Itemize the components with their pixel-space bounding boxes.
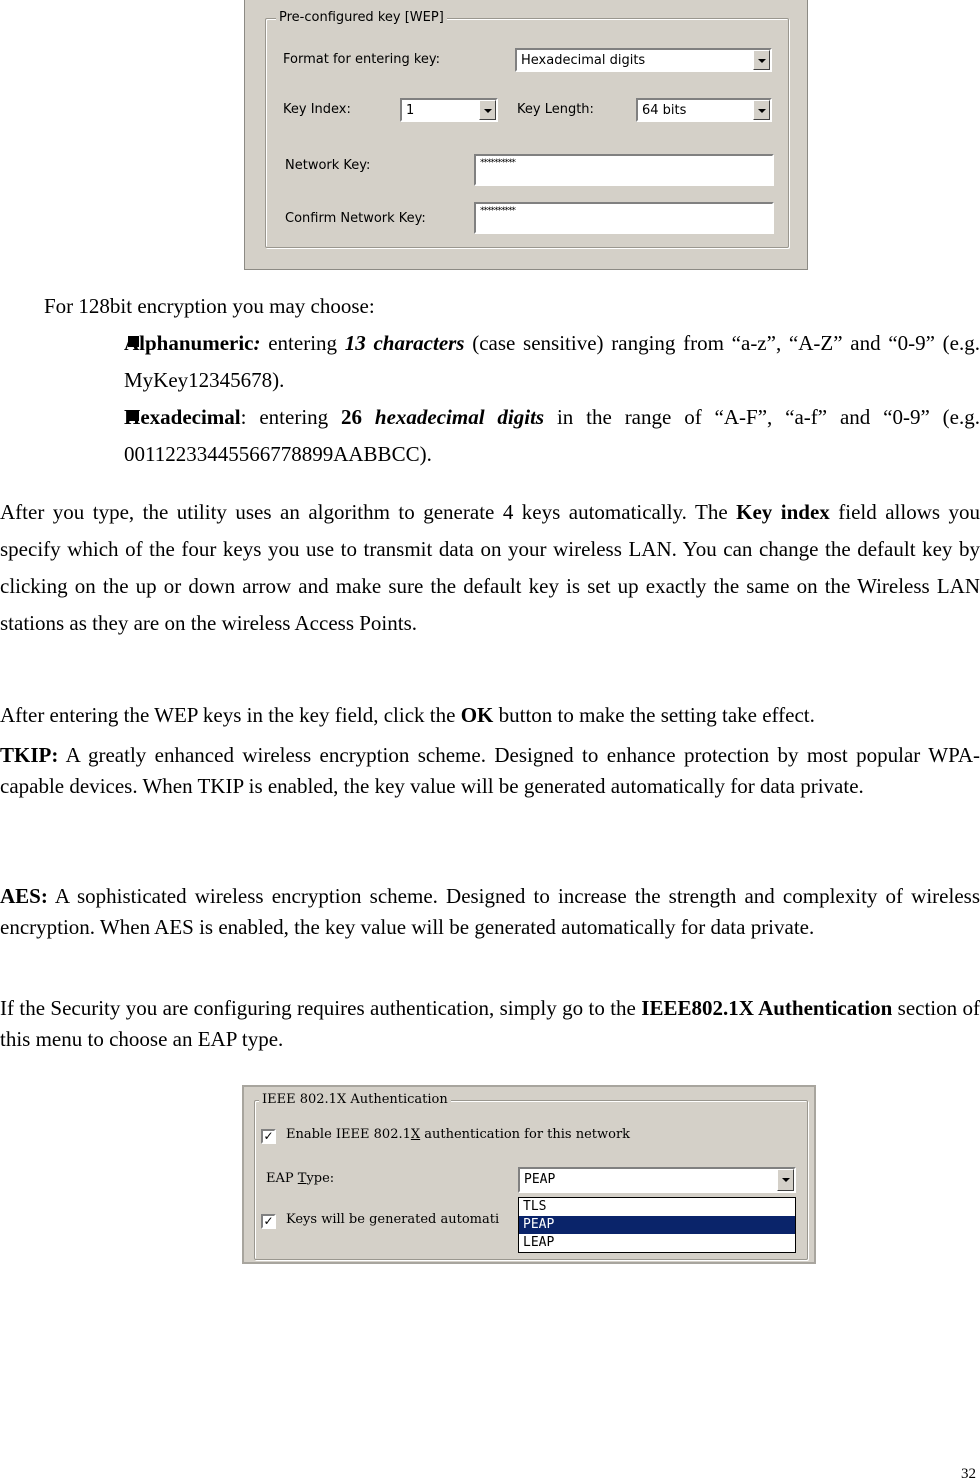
hexadecimal-text-a: : entering (240, 405, 342, 429)
confirm-key-label: Confirm Network Key: (285, 211, 426, 226)
intro-text: For 128bit encryption you may choose: (44, 294, 375, 318)
enable-label-a: Enable IEEE 802.1 (286, 1127, 411, 1142)
bullet-hexadecimal (124, 399, 980, 473)
authentication-paragraph (0, 993, 980, 1055)
hexadecimal-text-b: in the range of “A-F”, “a-f” and “0-9” (e.g. 00112233445566778899AABBCC). (124, 405, 980, 466)
ok-paragraph (0, 697, 980, 734)
eap-label-t: T (297, 1171, 307, 1186)
hexadecimal-number: 26 (341, 405, 363, 429)
keys-auto-label[interactable]: Keys will be generated automati (286, 1212, 500, 1227)
bullet-alphanumeric (124, 325, 980, 399)
tkip-paragraph (0, 740, 980, 802)
alphanumeric-text-a: entering (260, 331, 345, 355)
tkip-text: A greatly enhanced wireless encryption scheme. Designed to enhance protection by most popular WPA-capable devices. When TKIP is enabled, the key value will be generated automatically for data private. (0, 743, 980, 798)
p2-text-a: After entering the WEP keys in the key field, click the (0, 703, 461, 727)
format-select[interactable] (515, 48, 772, 72)
key-index-term: Key index (736, 500, 830, 524)
confirm-key-value: ********** (480, 206, 515, 216)
eap-type-label (266, 1171, 334, 1186)
chevron-down-icon[interactable] (753, 50, 770, 70)
eap-option-tls[interactable]: TLS (523, 1199, 547, 1214)
keys-auto-checkbox[interactable]: ✓ (261, 1214, 276, 1229)
chevron-down-icon[interactable] (777, 1169, 794, 1191)
tkip-term: TKIP: (0, 743, 59, 767)
p3-text-a: If the Security you are configuring requires authentication, simply go to the (0, 996, 642, 1020)
format-select-value: Hexadecimal digits (521, 53, 646, 68)
enable-label-b: authentication for this network (420, 1127, 631, 1142)
wep-groupbox-legend: Pre-configured key [WEP] (276, 10, 447, 25)
page-number: 32 (961, 1466, 976, 1482)
eap-option-peap[interactable]: PEAP (519, 1216, 795, 1234)
p1-text-b: field allows you specify which of the four keys you use to transmit data on your wireless LAN. You can change the default key by clicking on the up or down arrow and make sure the default key is set up exactly the same on the Wireless LAN stations as they are on the wireless Access Points. (0, 500, 980, 635)
alphanumeric-term: Alphanumeric (124, 331, 254, 355)
enable-8021x-checkbox[interactable]: ✓ (261, 1129, 276, 1144)
key-length-value: 64 bits (642, 103, 687, 118)
p1-text-a: After you type, the utility uses an algorithm to generate 4 keys automatically. The (0, 500, 737, 524)
alphanumeric-text-b: (case sensitive) ranging from “a-z”, “A-Z” and “0-9” (e.g. MyKey12345678). (124, 331, 980, 392)
key-length-label: Key Length: (517, 102, 594, 117)
aes-text: A sophisticated wireless encryption scheme. Designed to increase the strength and complexity of wireless encryption. When AES is enabled, the key value will be generated automatically for data private. (0, 884, 980, 939)
network-key-input[interactable] (474, 154, 774, 186)
eap-option-leap[interactable]: LEAP (523, 1235, 555, 1250)
hexadecimal-term: Hexadecimal (124, 405, 241, 429)
key-index-value: 1 (406, 103, 415, 118)
format-label: Format for entering key: (283, 52, 441, 67)
ieee-groupbox-legend: IEEE 802.1X Authentication (259, 1092, 451, 1107)
aes-paragraph (0, 881, 980, 943)
enable-8021x-label[interactable] (286, 1127, 630, 1142)
wep-key-panel (244, 0, 808, 270)
enable-label-x: X (410, 1127, 421, 1142)
eap-label-b: ype: (306, 1171, 335, 1186)
network-key-label: Network Key: (285, 158, 371, 173)
alphanumeric-colon: : (253, 331, 261, 355)
network-key-value: ********** (480, 158, 515, 168)
ieee-term: IEEE802.1X Authentication (641, 996, 893, 1020)
key-index-paragraph (0, 494, 980, 642)
eap-type-value: PEAP (524, 1172, 556, 1187)
ieee8021x-panel (242, 1085, 816, 1264)
key-index-label: Key Index: (283, 102, 351, 117)
key-index-select[interactable] (400, 98, 498, 122)
key-length-select[interactable] (636, 98, 772, 122)
confirm-key-input[interactable] (474, 202, 774, 234)
chevron-down-icon[interactable] (479, 100, 496, 120)
alphanumeric-count: 13 characters (344, 331, 465, 355)
eap-type-dropdown-list[interactable] (518, 1197, 796, 1253)
hexadecimal-count: hexadecimal digits (362, 405, 545, 429)
chevron-down-icon[interactable] (753, 100, 770, 120)
eap-label-a: EAP (266, 1171, 298, 1186)
p2-text-b: button to make the setting take effect. (493, 703, 815, 727)
aes-term: AES: (0, 884, 48, 908)
ok-term: OK (460, 703, 494, 727)
eap-type-select[interactable] (518, 1167, 796, 1193)
p3-text-b: section of this menu to choose an EAP type. (0, 996, 980, 1051)
